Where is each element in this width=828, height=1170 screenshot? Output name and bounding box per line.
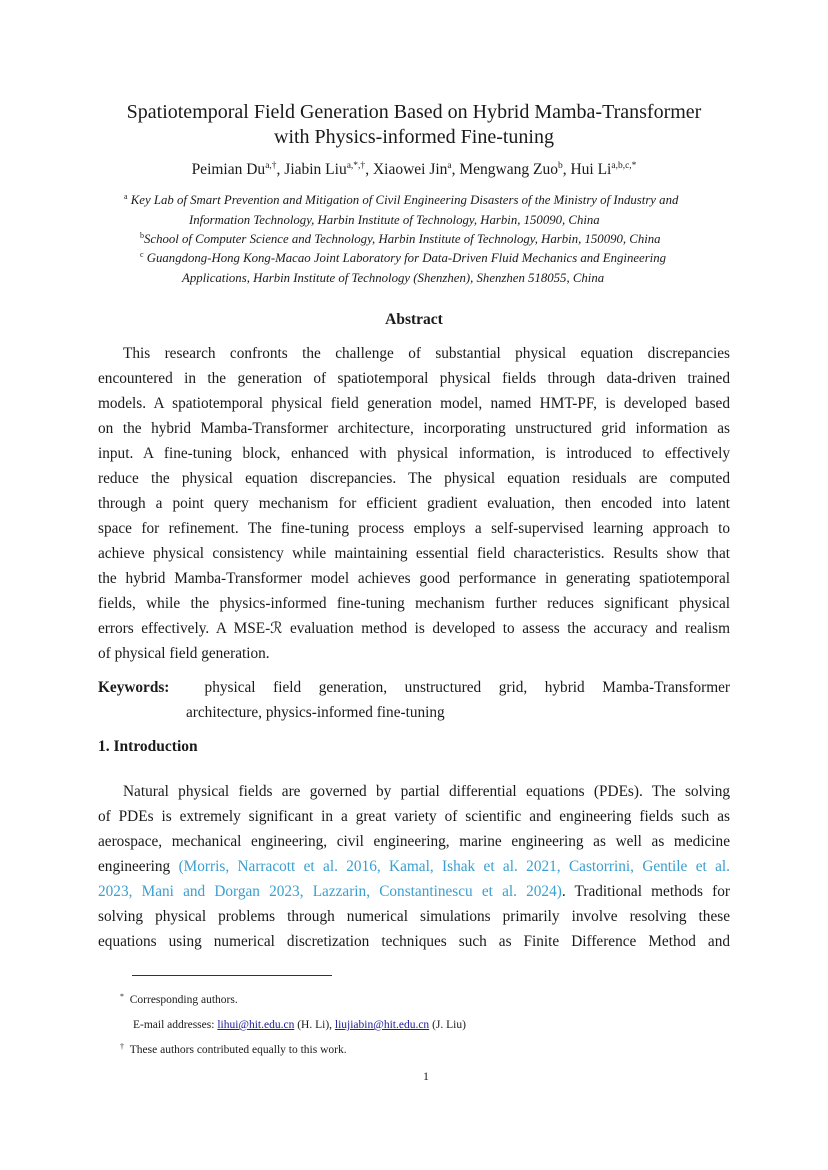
keywords xyxy=(98,675,730,725)
abstract-body xyxy=(98,341,730,666)
affiliation-mark: c xyxy=(140,250,144,259)
intro-line xyxy=(98,879,730,904)
paper-title xyxy=(60,100,768,150)
intro-line: aerospace, mechanical engineering, civil engineering, marine engineering as well as medicine xyxy=(98,833,730,850)
author-name: Mengwang Zuo xyxy=(459,161,558,178)
abstract-line: on the hybrid Mamba-Transformer architecture, incorporating unstructured grid information as xyxy=(98,420,730,437)
footnote-mark: * xyxy=(120,992,124,1001)
title-line-2: with Physics-informed Fine-tuning xyxy=(274,126,554,148)
footnote-equal-contribution xyxy=(120,1043,347,1058)
footnote-emails xyxy=(133,1018,466,1033)
intro-line: of PDEs is extremely significant in a great variety of scientific and engineering fields such as xyxy=(98,808,730,825)
email-link[interactable]: liujiabin@hit.edu.cn xyxy=(334,1019,430,1031)
author-affiliation-mark: a,*,† xyxy=(346,161,366,171)
abstract-line: input. A fine-tuning block, enhanced with physical information, is introduced to effectively xyxy=(98,445,730,462)
author-name: Jiabin Liu xyxy=(284,161,347,178)
intro-text: . Traditional methods for xyxy=(561,883,730,900)
author-affiliation-mark: b xyxy=(557,161,563,171)
author-name: Hui Li xyxy=(570,161,612,178)
abstract-line: encountered in the generation of spatiotemporal physical fields through data-driven trained xyxy=(98,370,730,387)
abstract-line: models. A spatiotemporal physical field generation model, named HMT-PF, is developed based xyxy=(98,395,730,412)
abstract-heading: Abstract xyxy=(385,311,443,328)
intro-line: Natural physical fields are governed by partial differential equations (PDEs). The solving xyxy=(123,783,730,800)
affiliation-a xyxy=(124,191,744,230)
email-link[interactable]: lihui@hit.edu.cn xyxy=(217,1019,295,1031)
affiliation-text: Key Lab of Smart Prevention and Mitigation of Civil Engineering Disasters of the Ministry of Industry and xyxy=(130,193,679,207)
author-list: Peimian $Du^{a,\dagger}$, Jiabin Liu$^{a,*,\dagger}$, Xiaowei Jin$^a$, Mengwang Zuo$^b$, Hui $Li^{a,b,c,*}$ xyxy=(191,161,637,178)
abstract-line: errors effectively. A MSE-ℛ evaluation method is developed to assess the accuracy and realism xyxy=(98,620,730,637)
citation-link[interactable]: (Morris, Narracott et al. 2016, Kamal, Ishak et al. 2021, Castorrini, Gentile et al. xyxy=(178,858,730,875)
author-affiliation-mark: a xyxy=(447,161,452,171)
keywords-label: Keywords: xyxy=(98,679,170,696)
footnote-text: These authors contributed equally to this work. xyxy=(129,1044,347,1056)
affiliation-text: Guangdong-Hong Kong-Macao Joint Laboratory for Data-Driven Fluid Mechanics and Engineering xyxy=(146,251,667,265)
intro-line: equations using numerical discretization techniques such as Finite Difference Method and xyxy=(98,933,730,950)
abstract-line: This research confronts the challenge of substantial physical equation discrepancies xyxy=(123,345,730,362)
affiliation-c xyxy=(140,249,740,288)
affiliation-text-cont: Information Technology, Harbin Institute of Technology, Harbin, 150090, China xyxy=(189,212,600,227)
abstract-line: achieve physical consistency while maintaining essential field characteristics. Results show that xyxy=(98,545,730,562)
keywords-text: physical field generation, unstructured grid, hybrid Mamba-Transformer xyxy=(204,679,730,696)
citation-link[interactable]: 2023, Mani and Dorgan 2023, Lazzarin, Constantinescu et al. 2024) xyxy=(98,883,562,900)
author-name: Peimian Du xyxy=(191,161,266,178)
page-number: 1 xyxy=(423,1069,429,1083)
affiliation-mark: a xyxy=(124,192,128,201)
footnote-divider xyxy=(132,975,332,976)
footnote-text: Corresponding authors. xyxy=(129,994,238,1006)
abstract-line: of physical field generation. xyxy=(98,645,270,662)
title-line-1: Spatiotemporal Field Generation Based on Hybrid Mamba-Transformer xyxy=(126,101,702,123)
intro-line xyxy=(98,854,730,879)
keywords-text-cont: architecture, physics-informed fine-tuning xyxy=(186,704,445,721)
email-owner: (J. Liu) xyxy=(432,1019,466,1031)
author-affiliation-mark: a,b,c,* xyxy=(611,161,637,171)
author-name: Xiaowei Jin xyxy=(372,161,448,178)
intro-text: engineering xyxy=(98,858,179,875)
email-label: E-mail addresses: xyxy=(133,1019,215,1031)
abstract-line: the hybrid Mamba-Transformer model achieves good performance in generating spatiotemporal xyxy=(98,570,730,587)
affiliation-b xyxy=(140,230,740,250)
section-heading: 1. Introduction xyxy=(98,738,198,755)
keywords-line xyxy=(98,675,730,700)
abstract-line: space for refinement. The fine-tuning process employs a self-supervised learning approach to xyxy=(98,520,730,537)
email-owner: (H. Li), xyxy=(297,1019,333,1031)
abstract-line: through a point query mechanism for efficient gradient evaluation, then encoded into latent xyxy=(98,495,730,512)
footnote-mark: † xyxy=(120,1042,124,1051)
affiliation-text: School of Computer Science and Technology, Harbin Institute of Technology, Harbin, 150090, China xyxy=(144,232,661,246)
abstract-line: reduce the physical equation discrepancies. The physical equation residuals are computed xyxy=(98,470,730,487)
affiliation-mark: b xyxy=(140,231,144,240)
author-affiliation-mark: a,† xyxy=(265,161,277,171)
intro-line: solving physical problems through numerical simulations primarily involve resolving these xyxy=(98,908,730,925)
affiliation-text-cont: Applications, Harbin Institute of Technology (Shenzhen), Shenzhen 518055, China xyxy=(182,270,605,285)
footnote-corresponding xyxy=(120,993,238,1008)
intro-body xyxy=(98,779,730,954)
abstract-line: fields, while the physics-informed fine-tuning mechanism further reduces significant physical xyxy=(98,595,730,612)
